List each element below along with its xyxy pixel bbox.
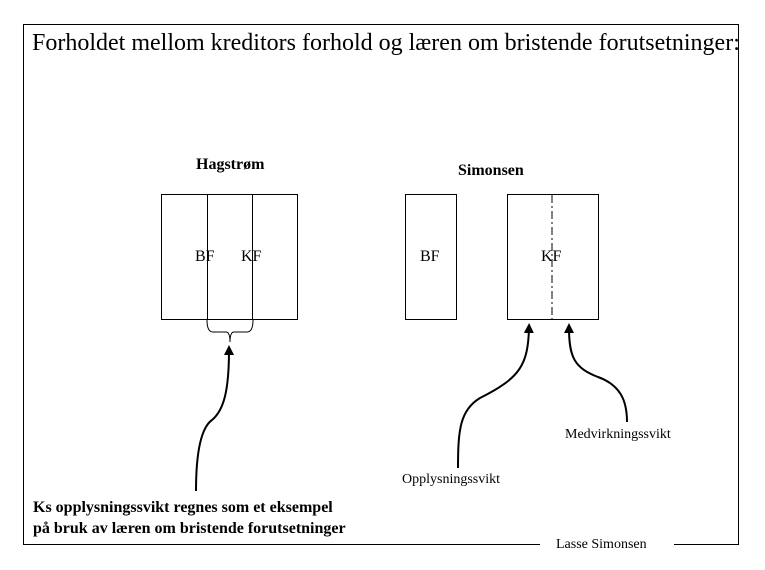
hagstrom-caption-line2: på bruk av læren om bristende forutsetninger: [33, 520, 346, 537]
slide-title: Forholdet mellom kreditors forhold og læren om bristende forutsetninger:: [32, 30, 740, 56]
hagstrom-brace: [207, 320, 253, 342]
hagstrom-caption-line1: Ks opplysningssvikt regnes som et eksempel: [33, 499, 333, 516]
hagstrom-kf-label: KF: [241, 248, 262, 265]
label-medvirkningssvikt: Medvirkningssvikt: [565, 427, 671, 442]
heading-simonsen: Simonsen: [458, 162, 524, 179]
medvirkningssvikt-arrow: [569, 328, 627, 422]
heading-hagstrom: Hagstrøm: [196, 156, 265, 173]
author-name: Lasse Simonsen: [556, 537, 647, 552]
hagstrom-arrow: [196, 350, 229, 491]
label-opplysningssvikt: Opplysningssvikt: [402, 472, 501, 487]
simonsen-bf-label: BF: [420, 248, 440, 265]
hagstrom-bf-label: BF: [195, 248, 215, 265]
opplysningssvikt-arrow: [458, 328, 529, 468]
simonsen-kf-label: KF: [541, 248, 562, 265]
